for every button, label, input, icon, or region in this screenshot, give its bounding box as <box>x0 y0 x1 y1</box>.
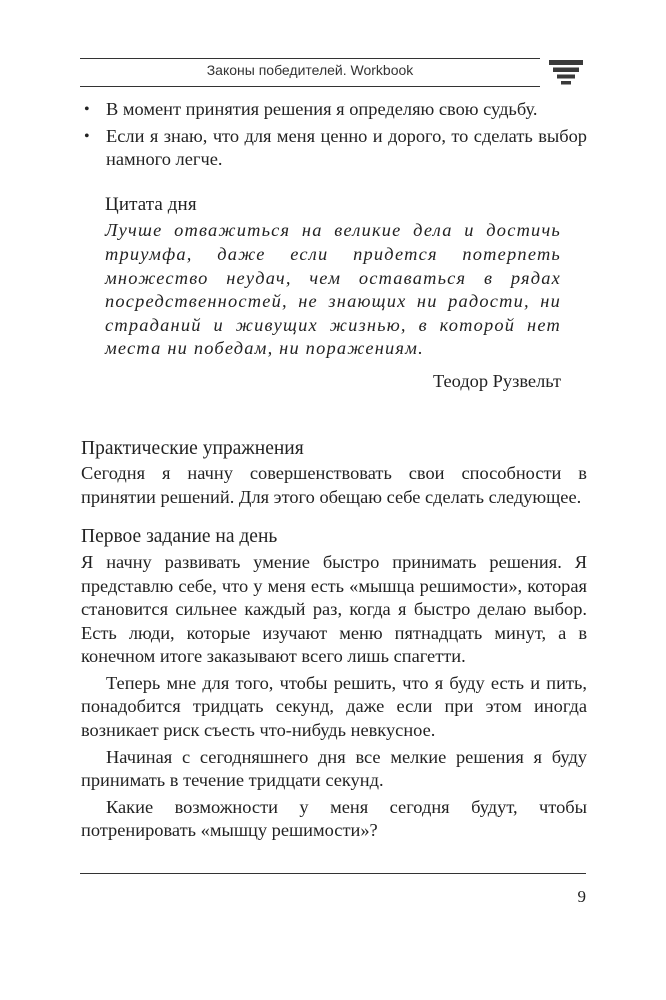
stacked-bars-icon <box>548 58 584 86</box>
bullet-list <box>81 98 587 172</box>
first-task-paragraph: Какие возможности у меня сегодня будут, чтобы потренировать «мышцу решимости»? <box>81 796 587 841</box>
header-top-rule <box>80 58 540 59</box>
quote-author: Теодор Рузвельт <box>432 370 561 391</box>
list-item <box>81 125 587 172</box>
first-task-paragraph: Теперь мне для того, чтобы решить, что я буду есть и пить, понадобится тридцать секунд, даже если при этом иногда возникает риск съесть что-нибудь невкусное. <box>81 672 587 741</box>
practical-exercises-heading: Практические упражнения <box>81 437 304 459</box>
list-item <box>81 98 587 122</box>
bullet-text: Если я знаю, что для меня ценно и дорого, то сделать выбор намного легче. <box>106 125 587 170</box>
running-header-title: Законы победителей. Workbook <box>206 62 414 78</box>
footer-rule <box>80 873 586 874</box>
quote-text: Лучше отважиться на великие дела и достичь триумфа, даже если придется потерпеть множество неудач, чем оставаться в рядах посредственностей, не знающих ни радости, ни страданий и живущих жизнью, в которой нет места ни победам, ни поражениям. <box>105 220 561 359</box>
quote-of-the-day <box>81 193 587 394</box>
bullet-marker: • <box>84 127 90 145</box>
bullet-text: В момент принятия решения я определяю свою судьбу. <box>106 99 538 119</box>
practical-exercises-text: Сегодня я начну совершенствовать свои способности в принятии решений. Для этого обещаю себе сделать следующее. <box>81 463 587 507</box>
page-number: 9 <box>577 887 586 906</box>
first-task-heading: Первое задание на день <box>81 526 278 548</box>
header-bottom-rule <box>80 86 540 87</box>
quote-heading: Цитата дня <box>105 193 197 215</box>
page-content <box>81 98 587 843</box>
bullet-marker: • <box>84 101 90 118</box>
first-task-paragraph: Я начну развивать умение быстро принимать решения. Я представлю себе, что у меня есть «мышца решимости», которая становится сильнее каждый раз, когда я быстро делаю выбор. Есть люди, которые изучают меню пятнадцать минут, а в конечном итоге заказывают всего лишь спагетти. <box>81 551 587 667</box>
first-task-paragraph: Начиная с сегодняшнего дня все мелкие решения я буду принимать в течение тридцати секунд. <box>81 746 587 791</box>
